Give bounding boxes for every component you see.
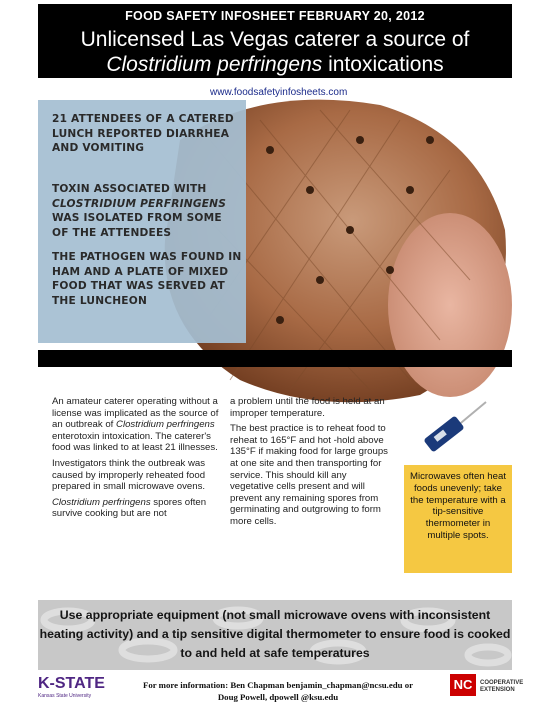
highlight-toxin-organism: CLOSTRIDIUM PERFRINGENS [52,197,227,210]
highlight-pathogen: THE PATHOGEN WAS FOUND IN HAM AND A PLATE OF MIXED FOOD THAT WAS SERVED AT THE LUNCHEON [52,251,242,307]
thermometer-icon [420,398,492,460]
website-link[interactable]: www.foodsafetyinfosheets.com [210,87,348,98]
divider-bar [38,350,512,367]
highlight-toxin-2: WAS ISOLATED FROM SOME OF THE ATTENDEES [52,212,222,239]
page-title: Unlicensed Las Vegas caterer a source of Clostridium perfringens intoxications [80,28,470,76]
highlights-box [38,100,246,343]
body-paragraph: Clostridium perfringens spores often survive cooking but are not [52,496,207,520]
dateline: FOOD SAFETY INFOSHEET FEBRUARY 20, 2012 [125,9,425,23]
highlight-attendees: 21 ATTENDEES OF A CATERED LUNCH REPORTED DIARRHEA AND VOMITING [52,113,234,155]
body-paragraph: a problem until the food is held at an improper temperature. [230,396,385,419]
nc-extension-logo: NC COOPERATIVE EXTENSION [450,672,542,712]
banner-text: Use appropriate equipment (not small microwave ovens with inconsistent heating activity) and a tip sensitive digital thermometer to ensure food is cooked to and held at safe temperatures [39,608,511,660]
contact-info: For more information: Ben Chapman benjamin_chapman@ncsu.edu or Doug Powell, dpowell @ksu.edu [142,680,414,702]
body-paragraph: The best practice is to reheat food to reheat to 165°F and hot -hold above 135°F if making food for large groups at one site and then transporting for service. This should kill any vegetative cells present and will prevent any remaining spores from germinating and outgrowing to form more cells. [230,423,388,527]
safety-banner [38,600,512,670]
body-column-2 [230,396,388,532]
body-paragraph: Investigators think the outbreak was caused by improperly reheated food prepared in small microwave ovens. [52,457,206,493]
body-paragraph: An amateur caterer operating without a license was implicated as the source of an outbreak of Clostridium perfringens enterotoxin intoxication. The caterer's food was linked to at least 21 illnesses. [52,396,219,454]
highlight-toxin-1: TOXIN ASSOCIATED WITH [52,183,207,195]
tip-text: Microwaves often heat foods unevenly; take the temperature with a tip-sensitive thermometer in multiple spots. [410,471,506,541]
header-bar [38,4,512,78]
body-column-1 [52,396,220,524]
tip-box [404,465,512,573]
kstate-logo: K-STATE Kansas State University [38,675,105,699]
